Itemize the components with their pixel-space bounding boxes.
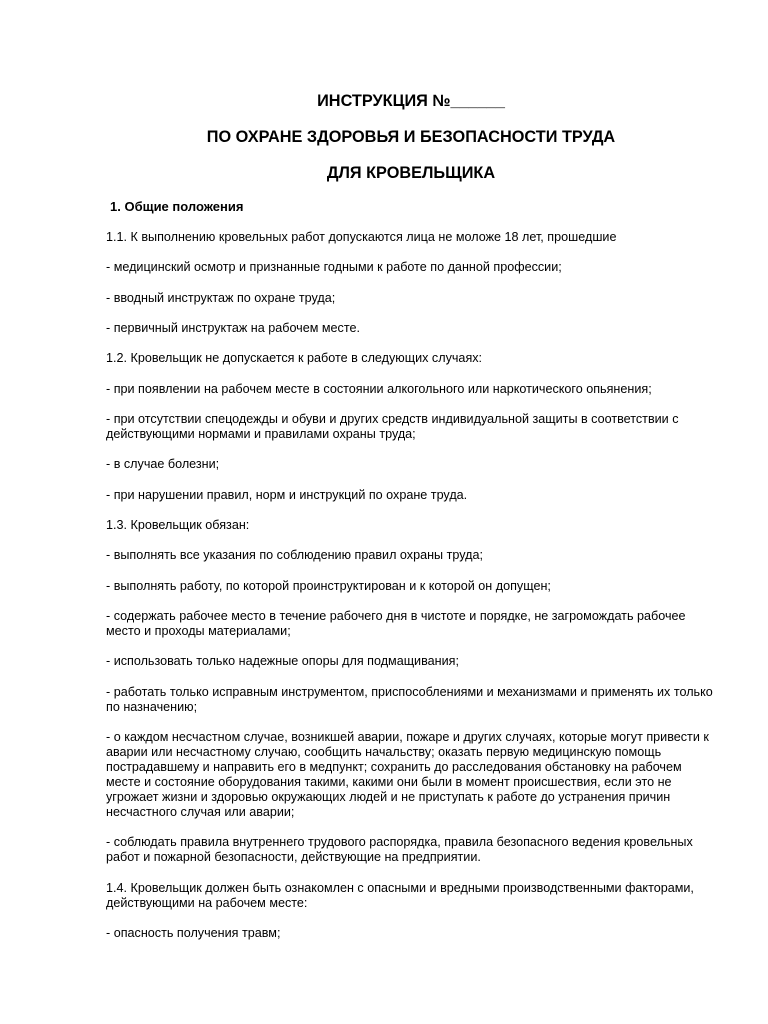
paragraph-list-item: - при появлении на рабочем месте в состоянии алкогольного или наркотического опьянения; bbox=[106, 382, 652, 396]
paragraph-list-item: - соблюдать правила внутреннего трудового распорядка, правила безопасного ведения кровельных работ и пожарной безопасности, действующие на предприятии. bbox=[106, 835, 693, 864]
paragraph-1-1: 1.1. К выполнению кровельных работ допускаются лица не моложе 18 лет, прошедшие bbox=[106, 230, 617, 244]
document-subtitle-profession: ДЛЯ КРОВЕЛЬЩИКА bbox=[326, 164, 496, 182]
document-subtitle: ПО ОХРАНЕ ЗДОРОВЬЯ И БЕЗОПАСНОСТИ ТРУДА bbox=[206, 128, 616, 146]
section-heading: 1. Общие положения bbox=[110, 199, 244, 214]
paragraph-list-item: - вводный инструктаж по охране труда; bbox=[106, 291, 336, 305]
paragraph-list-item: - работать только исправным инструментом, приспособлениями и механизмами и применять их только по назначению; bbox=[106, 685, 713, 714]
paragraph-list-item: - опасность получения травм; bbox=[106, 926, 281, 940]
paragraph-1-2: 1.2. Кровельщик не допускается к работе в следующих случаях: bbox=[106, 351, 483, 365]
paragraph-list-item: - выполнять работу, по которой проинструктирован и к которой он допущен; bbox=[106, 579, 551, 593]
paragraph-1-4: 1.4. Кровельщик должен быть ознакомлен с опасными и вредными производственными факторами, действующими на рабочем месте: bbox=[106, 881, 694, 910]
paragraph-list-item: - выполнять все указания по соблюдению правил охраны труда; bbox=[106, 548, 483, 562]
paragraph-list-item: - медицинский осмотр и признанные годными к работе по данной профессии; bbox=[106, 260, 562, 274]
paragraph-list-item: - в случае болезни; bbox=[106, 457, 220, 471]
paragraph-1-3: 1.3. Кровельщик обязан: bbox=[106, 518, 250, 532]
paragraph-list-item: - содержать рабочее место в течение рабочего дня в чистоте и порядке, не загромождать рабочее место и проходы материалами; bbox=[106, 609, 686, 638]
paragraph-list-item: - первичный инструктаж на рабочем месте. bbox=[106, 321, 360, 335]
paragraph-list-item: - использовать только надежные опоры для подмащивания; bbox=[106, 654, 459, 668]
paragraph-list-item: - о каждом несчастном случае, возникшей аварии, пожаре и других случаях, которые могут привести к аварии или несчастному случаю, сообщить начальству; оказать первую медицинскую помощь пострадавшему и направить его в медпункт; сохранить до расследования обстановку на рабочем месте и состояние оборудования такими, какими они были в момент происшествия, если это не угрожает жизни и здоровью окружающих людей и не приступать к работе до устранения причин несчастного случая или аварии; bbox=[106, 730, 709, 819]
paragraph-list-item: - при нарушении правил, норм и инструкций по охране труда. bbox=[106, 488, 468, 502]
paragraph-list-item: - при отсутствии спецодежды и обуви и других средств индивидуальной защиты в соответствии с действующими нормами и правилами охраны труда; bbox=[106, 412, 679, 441]
document-title: ИНСТРУКЦИЯ №______ bbox=[317, 92, 505, 110]
